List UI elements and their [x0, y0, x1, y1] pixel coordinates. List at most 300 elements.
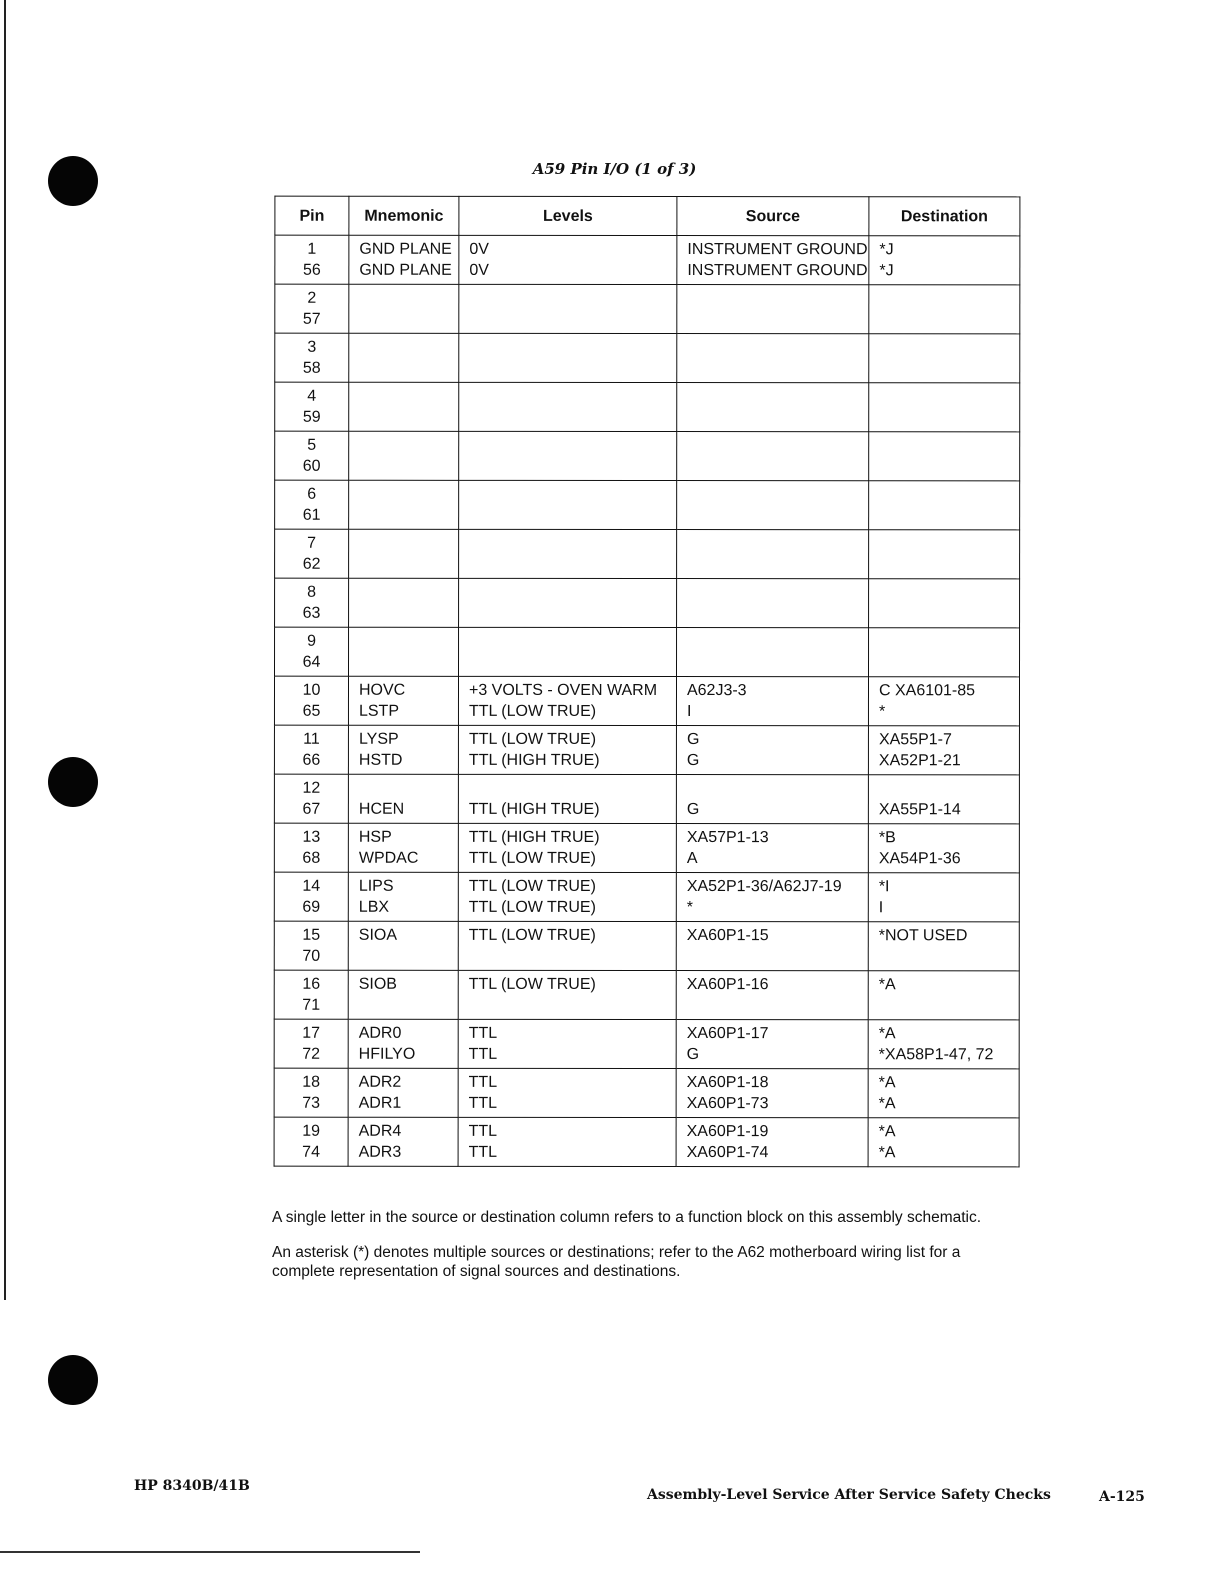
levels-cell	[458, 1068, 676, 1117]
destination-cell-line	[879, 407, 1019, 428]
mnemonic-cell-line: ADR2	[358, 1073, 402, 1091]
levels-cell	[458, 774, 676, 823]
pin-cell-line: 7	[307, 534, 317, 552]
mnemonic-cell-line	[359, 995, 458, 1016]
mnemonic-cell-line	[359, 603, 458, 624]
levels-cell-line	[469, 505, 676, 526]
destination-cell-line	[879, 554, 1019, 575]
pin-cell	[275, 382, 349, 431]
destination-cell	[869, 236, 1020, 285]
mnemonic-cell-line	[359, 288, 458, 309]
source-cell-line: XA60P1-15	[686, 927, 769, 945]
table-row	[274, 774, 1019, 824]
mnemonic-cell-line	[359, 652, 458, 673]
levels-cell-line: TTL (LOW TRUE)	[468, 926, 596, 944]
mnemonic-cell-line	[359, 456, 458, 477]
mnemonic-cell-line	[359, 554, 458, 575]
destination-cell-line	[879, 435, 1019, 456]
pin-io-table	[274, 196, 1021, 1168]
destination-cell-line: XA54P1-36	[878, 850, 961, 868]
source-cell-line	[687, 309, 868, 330]
pin-cell-line: 72	[302, 1045, 321, 1063]
pin-cell-line: 57	[302, 310, 321, 328]
pin-cell	[275, 529, 349, 578]
table-row	[274, 725, 1019, 775]
notes-section	[272, 1208, 1022, 1297]
mnemonic-cell	[348, 872, 458, 921]
source-cell	[677, 432, 869, 481]
pin-cell-line: 5	[307, 436, 317, 454]
levels-cell	[459, 284, 677, 333]
destination-cell-line: XA52P1-21	[878, 752, 961, 770]
table-row	[274, 1068, 1019, 1118]
mnemonic-cell-line: WPDAC	[358, 849, 419, 867]
destination-cell-line: *I	[878, 878, 890, 896]
levels-cell-line: TTL	[468, 1045, 498, 1063]
header-levels: Levels	[459, 196, 677, 235]
mnemonic-cell-line	[359, 631, 458, 652]
mnemonic-cell-line: HSTD	[358, 751, 403, 769]
levels-cell-line	[469, 603, 676, 624]
source-cell-line: XA52P1-36/A62J7-19	[686, 878, 842, 896]
mnemonic-cell-line	[359, 386, 458, 407]
pin-cell-line: 56	[302, 261, 321, 279]
pin-cell-line: 15	[302, 926, 321, 944]
pin-cell	[274, 725, 348, 774]
source-cell	[676, 824, 868, 873]
levels-cell-line	[469, 484, 676, 505]
destination-cell-line	[879, 288, 1019, 309]
footer-page-number: A-125	[1099, 1489, 1145, 1505]
mnemonic-cell-line: HOVC	[358, 681, 406, 699]
destination-cell	[868, 1069, 1019, 1118]
header-source: Source	[677, 197, 869, 236]
destination-cell-line: *A	[878, 1095, 896, 1113]
source-cell-line: XA60P1-19	[686, 1123, 769, 1141]
mnemonic-cell	[349, 529, 459, 578]
source-cell-line: XA60P1-74	[686, 1144, 769, 1162]
destination-cell	[869, 334, 1020, 383]
pin-cell	[274, 823, 348, 872]
mnemonic-cell	[349, 578, 459, 627]
levels-cell-line: TTL	[468, 1024, 498, 1042]
pin-cell-line: 69	[302, 898, 321, 916]
destination-cell-line: *B	[878, 829, 896, 847]
mnemonic-cell-line	[359, 407, 458, 428]
levels-cell-line	[469, 554, 676, 575]
destination-cell	[868, 775, 1019, 824]
mnemonic-cell-line: ADR3	[358, 1143, 402, 1161]
mnemonic-cell	[348, 921, 458, 970]
source-cell	[676, 677, 868, 726]
pin-cell-line: 62	[302, 555, 321, 573]
levels-cell-line	[469, 995, 676, 1016]
mnemonic-cell-line: ADR0	[358, 1024, 402, 1042]
pin-cell-line: 58	[302, 359, 321, 377]
levels-cell-line	[469, 337, 676, 358]
mnemonic-cell-line	[359, 358, 458, 379]
destination-cell	[868, 1118, 1019, 1167]
pin-cell	[274, 921, 348, 970]
source-cell-line: G	[686, 801, 700, 819]
mnemonic-cell	[348, 725, 458, 774]
pin-cell	[274, 774, 348, 823]
destination-cell-line: *A	[878, 1123, 896, 1141]
levels-cell-line	[469, 386, 676, 407]
levels-cell	[459, 431, 677, 480]
levels-cell	[458, 872, 676, 921]
footer-model: HP 8340B/41B	[134, 1478, 250, 1494]
mnemonic-cell-line: SIOA	[358, 926, 398, 944]
destination-cell-line: XA55P1-7	[878, 731, 952, 749]
levels-cell	[459, 578, 677, 627]
destination-cell	[868, 873, 1019, 922]
table-row	[275, 529, 1020, 579]
levels-cell-line	[469, 435, 676, 456]
destination-cell-line: XA55P1-14	[878, 801, 961, 819]
levels-cell-line: TTL (LOW TRUE)	[468, 975, 596, 993]
source-cell-line: G	[686, 731, 700, 749]
source-cell-line	[687, 778, 868, 799]
punch-hole-bottom	[48, 1355, 98, 1405]
source-cell-line: INSTRUMENT GROUND	[687, 262, 868, 280]
mnemonic-cell-line	[359, 582, 458, 603]
source-cell	[676, 1069, 868, 1118]
destination-cell	[869, 285, 1020, 334]
levels-cell	[458, 823, 676, 872]
table-row	[274, 1117, 1019, 1167]
destination-cell-line	[879, 778, 1019, 799]
binding-edge-line	[4, 0, 6, 1300]
pin-cell-line: 11	[303, 730, 320, 748]
pin-cell	[275, 284, 349, 333]
pin-cell-line: 63	[302, 604, 321, 622]
source-cell	[677, 481, 869, 530]
source-cell-line	[687, 582, 868, 603]
pin-cell-line: 70	[302, 947, 321, 965]
levels-cell-line: TTL (HIGH TRUE)	[468, 751, 600, 769]
destination-cell	[868, 922, 1019, 971]
source-cell	[677, 383, 869, 432]
pin-cell-line: 19	[302, 1122, 321, 1140]
destination-cell	[868, 1020, 1019, 1069]
pin-cell	[275, 578, 349, 627]
mnemonic-cell	[349, 284, 459, 333]
pin-cell-line: 9	[307, 632, 316, 650]
mnemonic-cell	[348, 1019, 458, 1068]
levels-cell	[459, 382, 677, 431]
mnemonic-cell-line: GND PLANE	[359, 240, 452, 258]
mnemonic-cell-line: HFILYO	[358, 1045, 416, 1063]
mnemonic-cell-line: LSTP	[358, 702, 399, 720]
pin-cell-line: 18	[302, 1073, 321, 1091]
levels-cell-line: TTL	[468, 1094, 498, 1112]
destination-cell-line	[879, 386, 1019, 407]
source-cell	[677, 285, 869, 334]
table-row	[275, 382, 1020, 432]
source-cell-line: XA60P1-73	[686, 1095, 769, 1113]
mnemonic-cell	[349, 382, 459, 431]
source-cell-line	[687, 652, 868, 673]
note-function-block: A single letter in the source or destination column refers to a function block on this assembly schematic.	[272, 1209, 982, 1226]
pin-cell	[274, 676, 348, 725]
destination-cell	[869, 383, 1020, 432]
levels-cell-line	[469, 407, 676, 428]
destination-cell	[869, 530, 1020, 579]
destination-cell-line: *A	[878, 1025, 896, 1043]
levels-cell	[458, 1019, 676, 1068]
levels-cell-line: TTL (HIGH TRUE)	[468, 800, 600, 818]
destination-cell-line: I	[878, 899, 884, 917]
source-cell	[677, 334, 869, 383]
pin-cell-line: 74	[302, 1143, 320, 1161]
mnemonic-cell	[348, 676, 458, 725]
header-mnemonic: Mnemonic	[349, 196, 459, 235]
header-destination: Destination	[869, 197, 1020, 236]
source-cell-line	[687, 337, 868, 358]
mnemonic-cell-line	[359, 435, 458, 456]
destination-cell-line	[879, 456, 1019, 477]
levels-cell-line: TTL	[468, 1073, 498, 1091]
table-row	[275, 480, 1020, 530]
pin-cell	[274, 872, 348, 921]
source-cell-line	[687, 505, 868, 526]
table-row	[274, 823, 1019, 873]
pin-cell-line: 14	[302, 877, 321, 895]
source-cell-line	[687, 554, 868, 575]
levels-cell-line: +3 VOLTS - OVEN WARM	[468, 681, 658, 700]
destination-cell-line	[879, 582, 1019, 603]
levels-cell-line	[469, 946, 676, 967]
table-row	[275, 627, 1020, 677]
note-asterisk: An asterisk (*) denotes multiple sources or destinations; refer to the A62 motherboard wiring list for a complete representation of signal sources and destinations.	[272, 1244, 961, 1280]
destination-cell-line: C XA6101-85	[878, 682, 976, 700]
source-cell	[677, 628, 869, 677]
source-cell-line: I	[686, 703, 692, 721]
destination-cell	[868, 971, 1019, 1020]
destination-cell-line	[879, 337, 1019, 358]
pin-cell	[275, 333, 349, 382]
levels-cell	[459, 333, 677, 382]
destination-cell	[869, 579, 1020, 628]
source-cell	[676, 1118, 868, 1167]
mnemonic-cell-line	[359, 778, 458, 799]
levels-cell-line: TTL	[468, 1122, 498, 1140]
source-cell	[676, 726, 868, 775]
table-row	[275, 431, 1020, 481]
pin-cell-line: 66	[302, 751, 321, 769]
destination-cell-line: *NOT USED	[878, 927, 968, 945]
destination-cell-line	[879, 309, 1019, 330]
table-row	[275, 284, 1020, 334]
destination-cell-line: *	[878, 703, 886, 721]
source-cell-line: XA60P1-17	[686, 1025, 769, 1043]
source-cell-line: A62J3-3	[686, 682, 747, 700]
levels-cell	[459, 627, 677, 676]
destination-cell-line: *A	[878, 976, 896, 994]
pin-cell	[275, 480, 349, 529]
pin-cell	[274, 1068, 348, 1117]
header-pin: Pin	[275, 196, 349, 235]
pin-cell-line: 67	[302, 800, 321, 818]
levels-cell-line	[469, 652, 676, 673]
levels-cell-line	[469, 533, 676, 554]
source-cell-line	[687, 435, 868, 456]
levels-cell	[458, 970, 676, 1019]
source-cell	[676, 1020, 868, 1069]
mnemonic-cell	[348, 1117, 458, 1166]
levels-cell-line: 0V	[469, 261, 489, 279]
source-cell-line	[687, 995, 868, 1016]
destination-cell	[869, 628, 1020, 677]
destination-cell-line	[879, 484, 1019, 505]
source-cell	[676, 873, 868, 922]
source-cell-line: INSTRUMENT GROUND	[687, 241, 868, 259]
table-row	[275, 235, 1020, 285]
mnemonic-cell-line: ADR1	[358, 1094, 402, 1112]
mnemonic-cell	[349, 333, 459, 382]
levels-cell	[459, 529, 677, 578]
mnemonic-cell-line	[359, 309, 458, 330]
source-cell-line	[687, 631, 868, 652]
pin-cell-line: 13	[302, 828, 321, 846]
mnemonic-cell-line: HSP	[358, 828, 392, 846]
mnemonic-cell-line	[359, 946, 458, 967]
mnemonic-cell	[349, 235, 459, 284]
destination-cell	[869, 481, 1020, 530]
levels-cell	[459, 480, 677, 529]
pin-cell-line: 16	[302, 975, 321, 993]
source-cell-line: XA57P1-13	[686, 829, 769, 847]
mnemonic-cell-line	[359, 505, 458, 526]
levels-cell-line	[469, 582, 676, 603]
levels-cell	[458, 676, 676, 725]
destination-cell-line	[879, 533, 1019, 554]
levels-cell-line: TTL (LOW TRUE)	[468, 877, 596, 895]
source-cell	[676, 922, 868, 971]
table-row	[274, 921, 1019, 971]
source-cell-line	[687, 358, 868, 379]
table-title: A59 Pin I/O (1 of 3)	[532, 160, 697, 178]
levels-cell	[458, 921, 676, 970]
levels-cell-line	[469, 309, 676, 330]
punch-hole-middle	[48, 757, 98, 807]
levels-cell-line	[469, 358, 676, 379]
levels-cell	[458, 1117, 676, 1166]
source-cell-line	[687, 484, 868, 505]
pin-cell	[275, 235, 349, 284]
table-row	[274, 676, 1019, 726]
table-row	[274, 872, 1019, 922]
destination-cell	[868, 726, 1019, 775]
source-cell-line: G	[686, 752, 700, 770]
mnemonic-cell	[349, 431, 459, 480]
levels-cell-line: 0V	[469, 240, 489, 258]
pin-cell	[274, 970, 348, 1019]
destination-cell-line: *XA58P1-47, 72	[878, 1046, 994, 1064]
pin-cell-line: 59	[302, 408, 321, 426]
pin-cell-line: 65	[302, 702, 321, 720]
mnemonic-cell-line: SIOB	[358, 975, 397, 993]
source-cell-line	[687, 533, 868, 554]
pin-cell-line: 3	[307, 338, 317, 356]
source-cell-line	[687, 407, 868, 428]
levels-cell-line: TTL (LOW TRUE)	[468, 702, 597, 720]
mnemonic-cell-line: ADR4	[358, 1122, 402, 1140]
pin-cell	[274, 1117, 348, 1166]
source-cell-line: G	[686, 1046, 700, 1064]
levels-cell-line: TTL (LOW TRUE)	[468, 898, 596, 916]
source-cell-line: A	[686, 850, 698, 868]
levels-cell-line: TTL	[468, 1143, 498, 1161]
mnemonic-cell-line: LBX	[358, 898, 390, 916]
mnemonic-cell-line	[359, 533, 458, 554]
pin-cell-line: 60	[302, 457, 321, 475]
source-cell	[676, 971, 868, 1020]
source-cell-line	[687, 456, 868, 477]
mnemonic-cell	[348, 774, 458, 823]
mnemonic-cell-line: LIPS	[358, 877, 394, 895]
source-cell-line: XA60P1-16	[686, 976, 769, 994]
destination-cell	[869, 432, 1020, 481]
mnemonic-cell	[348, 823, 458, 872]
footer-rule	[0, 1551, 420, 1553]
levels-cell-line: TTL (HIGH TRUE)	[468, 828, 600, 846]
source-cell	[677, 530, 869, 579]
destination-cell-line	[879, 358, 1019, 379]
pin-cell-line: 4	[307, 387, 317, 405]
destination-cell-line: *A	[878, 1144, 896, 1162]
pin-cell-line: 61	[302, 506, 321, 524]
destination-cell-line	[879, 631, 1019, 652]
pin-cell-line: 12	[302, 779, 321, 797]
pin-cell	[274, 1019, 348, 1068]
source-cell-line: *	[686, 899, 694, 917]
table-body	[274, 235, 1020, 1167]
source-cell-line	[687, 386, 868, 407]
source-cell	[676, 775, 868, 824]
pin-cell-line: 1	[307, 240, 317, 258]
destination-cell-line: *J	[879, 241, 894, 259]
mnemonic-cell-line: GND PLANE	[359, 261, 452, 279]
destination-cell	[868, 677, 1019, 726]
source-cell-line	[687, 603, 868, 624]
source-cell-line: XA60P1-18	[686, 1074, 769, 1092]
pin-cell-line: 6	[307, 485, 317, 503]
mnemonic-cell	[348, 970, 458, 1019]
source-cell	[677, 236, 869, 285]
pin-cell-line: 10	[302, 681, 321, 699]
destination-cell-line	[879, 995, 1019, 1016]
levels-cell	[458, 725, 676, 774]
pin-cell	[275, 431, 349, 480]
pin-cell-line: 8	[307, 583, 317, 601]
levels-cell	[459, 235, 677, 284]
mnemonic-cell-line: LYSP	[358, 730, 399, 748]
table-row	[274, 970, 1019, 1020]
footer-section-title: Assembly-Level Service After Service Safety Checks	[647, 1487, 1051, 1503]
table-header-row	[275, 196, 1020, 236]
pin-cell-line: 73	[302, 1094, 321, 1112]
destination-cell	[868, 824, 1019, 873]
source-cell-line	[687, 946, 868, 967]
pin-cell-line: 17	[302, 1024, 321, 1042]
table-row	[275, 578, 1020, 628]
levels-cell-line: TTL (LOW TRUE)	[468, 849, 596, 867]
pin-cell-line: 68	[302, 849, 321, 867]
pin-cell-line: 71	[302, 996, 321, 1014]
mnemonic-cell	[349, 627, 459, 676]
